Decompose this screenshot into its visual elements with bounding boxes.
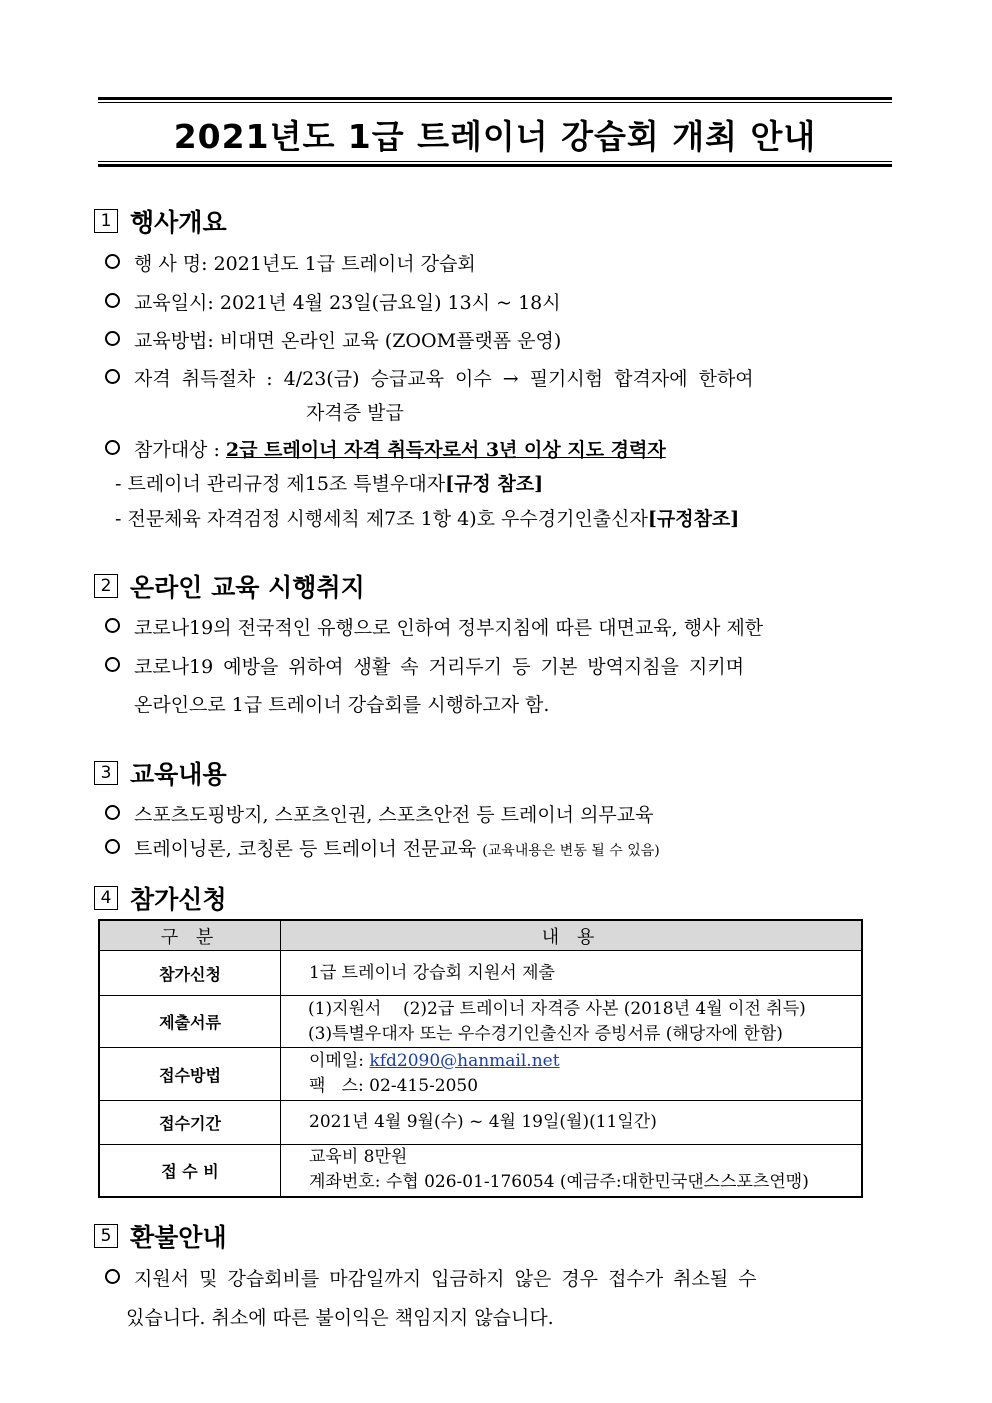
section-number: 5: [94, 1224, 118, 1248]
table-header: 내 용: [281, 920, 863, 951]
overview-procedure: 자격 취득절차 : 4/23(금) 승급교육 이수 → 필기시험 합격자에 한하여: [105, 364, 754, 391]
bullet-icon: [105, 657, 120, 672]
bullet-icon: [105, 331, 120, 346]
section-number: 4: [94, 886, 118, 910]
row-value: 교육비 8만원 계좌번호: 수협 026-01-176054 (예금주:대한민국댄스스포츠연맹): [281, 1145, 863, 1197]
purpose-line-2: 코로나19 예방을 위하여 생활 속 거리두기 등 기본 방역지침을 지키며: [105, 652, 744, 679]
row-key: 제출서류: [99, 996, 281, 1048]
section-number: 1: [94, 209, 118, 233]
table-row: [99, 1145, 862, 1197]
bullet-icon: [105, 805, 120, 820]
table-row: [99, 951, 862, 996]
section-title: 교육내용: [130, 760, 227, 789]
content-line-2: 트레이닝론, 코칭론 등 트레이너 전문교육 (교육내용은 변동 될 수 있음): [105, 834, 660, 861]
section-1-heading: [94, 203, 227, 239]
bullet-icon: [105, 293, 120, 308]
row-key: 접수방법: [99, 1048, 281, 1101]
row-value: (1)지원서 (2)2급 트레이너 자격증 사본 (2018년 4월 이전 취득) (3)특별우대자 또는 우수경기인출신자 증빙서류 (해당자에 한함): [281, 996, 863, 1048]
purpose-line-3: 온라인으로 1급 트레이너 강습회를 시행하고자 함.: [134, 694, 550, 716]
row-value: 이메일: kfd2090@hanmail.net 팩 스: 02-415-2050: [281, 1048, 863, 1101]
title-box: [98, 97, 892, 167]
section-number: 3: [94, 761, 118, 785]
table-header-row: [99, 920, 862, 951]
overview-method: 교육방법: 비대면 온라인 교육 (ZOOM플랫폼 운영): [105, 326, 561, 353]
table-row: [99, 996, 862, 1048]
bullet-icon: [105, 369, 120, 384]
bullet-icon: [105, 839, 120, 854]
overview-target: 참가대상 : 2급 트레이너 자격 취득자로서 3년 이상 지도 경력자: [105, 435, 666, 462]
overview-name: 행 사 명: 2021년도 1급 트레이너 강습회: [105, 249, 476, 276]
section-4-heading: [94, 880, 227, 916]
section-title: 참가신청: [130, 885, 227, 914]
row-key: 접 수 비: [99, 1145, 281, 1197]
table-header: 구 분: [99, 920, 281, 951]
section-title: 행사개요: [130, 208, 227, 237]
section-number: 2: [94, 574, 118, 598]
row-key: 접수기간: [99, 1101, 281, 1145]
bullet-icon: [105, 1269, 120, 1284]
section-title: 온라인 교육 시행취지: [130, 573, 365, 602]
table-row: [99, 1048, 862, 1101]
table-row: [99, 1101, 862, 1145]
row-value: 2021년 4월 9월(수) ~ 4월 19일(월)(11일간): [281, 1101, 863, 1145]
refund-line-2: 있습니다. 취소에 따른 불이익은 책임지지 않습니다.: [126, 1307, 554, 1329]
overview-sub-1: - 트레이너 관리규정 제15조 특별우대자[규정 참조]: [115, 473, 544, 495]
bullet-icon: [105, 254, 120, 269]
overview-sub-2: - 전문체육 자격검정 시행세칙 제7조 1항 4)호 우수경기인출신자[규정참조]: [115, 508, 740, 530]
section-5-heading: [94, 1218, 227, 1254]
row-value: 1급 트레이너 강습회 지원서 제출: [281, 951, 863, 996]
section-title: 환불안내: [130, 1223, 227, 1252]
overview-procedure-cont: 자격증 발급: [306, 402, 404, 424]
refund-line-1: 지원서 및 강습회비를 마감일까지 입금하지 않은 경우 접수가 취소될 수: [105, 1264, 757, 1291]
bullet-icon: [105, 618, 120, 633]
section-3-heading: [94, 755, 227, 791]
content-line-1: 스포츠도핑방지, 스포츠인권, 스포츠안전 등 트레이너 의무교육: [105, 800, 653, 827]
page-title: 2021년도 1급 트레이너 강습회 개최 안내: [173, 117, 817, 156]
overview-date: 교육일시: 2021년 4월 23일(금요일) 13시 ~ 18시: [105, 288, 561, 315]
bullet-icon: [105, 440, 120, 455]
purpose-line-1: 코로나19의 전국적인 유행으로 인하여 정부지침에 따른 대면교육, 행사 제한: [105, 613, 763, 640]
section-2-heading: [94, 568, 365, 604]
row-key: 참가신청: [99, 951, 281, 996]
content-note: (교육내용은 변동 될 수 있음): [482, 843, 660, 859]
email-link[interactable]: kfd2090@hanmail.net: [369, 1051, 560, 1071]
application-table: [98, 919, 863, 1198]
